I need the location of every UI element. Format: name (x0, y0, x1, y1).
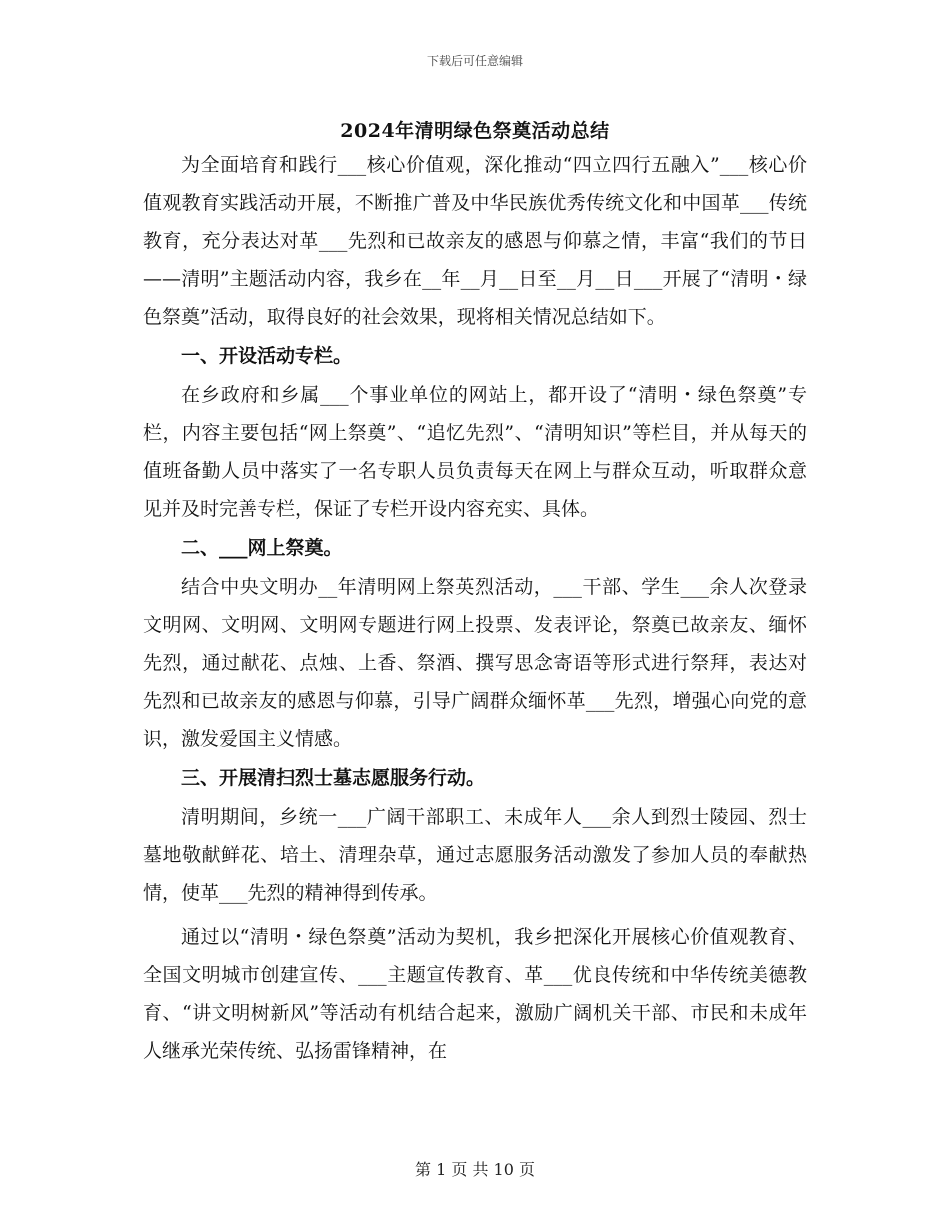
header-note: 下载后可任意编辑 (426, 54, 523, 68)
section-paragraph: 在乡政府和乡属___个事业单位的网站上，都开设了“清明・绿色祭奠”专栏，内容主要包括“网上祭奠”、“追忆先烈”、“清明知识”等栏目，并从每天的值班备勤人员中落实了一名专职人员负责每天在网上与群众互动，听取群众意见并及时完善专栏，保证了专栏开设内容充实、具体。 (143, 384, 807, 520)
intro-paragraph: 为全面培育和践行___核心价值观，深化推动“四立四行五融入”___核心价值观教育实践活动开展，不断推广普及中华民族优秀传统文化和中国革___传统教育，充分表达对革___先烈和已故亲友的感恩与仰慕之情，丰富“我们的节日——清明”主题活动内容，我乡在__年__月__日至__月__日___开展了“清明・绿色祭奠”活动，取得良好的社会效果，现将相关情况总结如下。 (143, 154, 807, 328)
section-paragraph: 结合中央文明办__年清明网上祭英烈活动，___干部、学生___余人次登录文明网、文明网、文明网专题进行网上投票、发表评论，祭奠已故亲友、缅怀先烈，通过献花、点烛、上香、祭酒、撰写思念寄语等形式进行祭拜，表达对先烈和已故亲友的感恩与仰慕，引导广阔群众缅怀革___先烈，增强心向党的意识，激发爱国主义情感。 (143, 576, 807, 750)
document-title: 2024年清明绿色祭奠活动总结 (340, 120, 610, 142)
page-number: 第 1 页 共 10 页 (415, 1160, 535, 1179)
section-paragraph: 清明期间，乡统一___广阔干部职工、未成年人___余人到烈士陵园、烈士墓地敬献鲜花、培土、清理杂草，通过志愿服务活动激发了参加人员的奉献热情，使革___先烈的精神得到传承。 (143, 806, 807, 904)
section-heading: 二、___网上祭奠。 (181, 537, 343, 559)
section-heading: 一、开设活动专栏。 (181, 345, 353, 367)
closing-paragraph: 通过以“清明・绿色祭奠”活动为契机，我乡把深化开展核心价值观教育、全国文明城市创建宣传、___主题宣传教育、革___优良传统和中华传统美德教育、“讲文明树新风”等活动有机结合起来，激励广阔机关干部、市民和未成年人继承光荣传统、弘扬雷锋精神，在 (143, 926, 807, 1062)
document-body (143, 146, 807, 1070)
section-heading: 三、开展清扫烈士墓志愿服务行动。 (181, 767, 486, 789)
